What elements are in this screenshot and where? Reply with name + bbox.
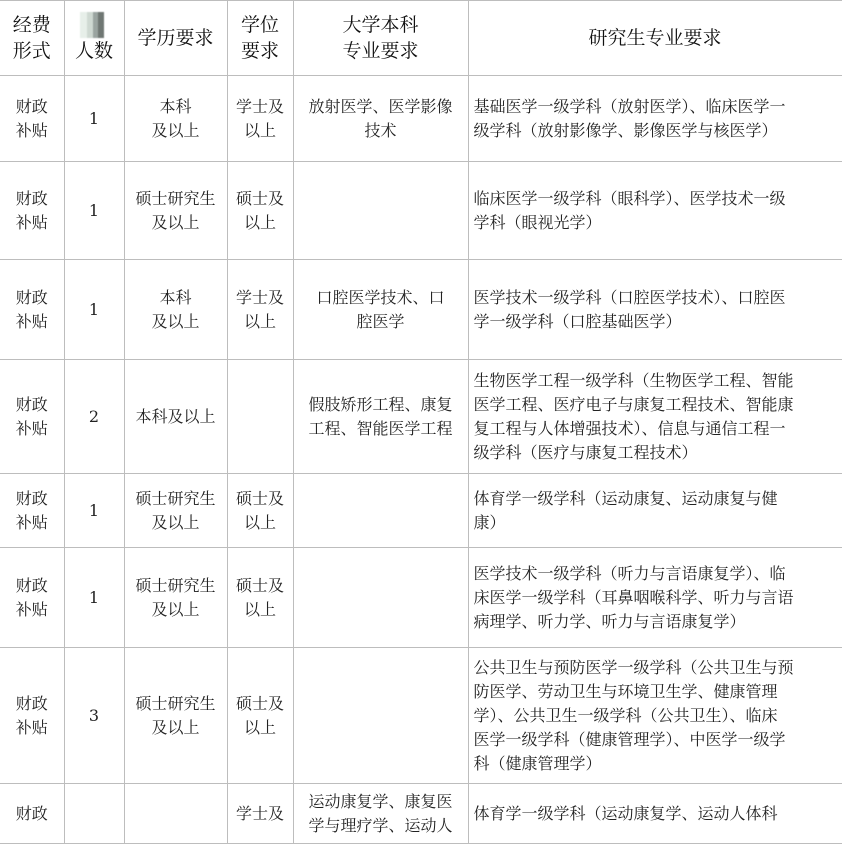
cell-count: 1 (64, 162, 124, 260)
header-funding: 经费 形式 (0, 1, 64, 76)
cell-funding: 财政 补贴 (0, 360, 64, 474)
cell-grad-major: 医学技术一级学科（口腔医学技术）、口腔医 学一级学科（口腔基础医学） (468, 260, 842, 360)
cell-undergrad-major (293, 548, 468, 648)
header-count: 人数 (64, 1, 124, 76)
header-undergrad-major: 大学本科 专业要求 (293, 1, 468, 76)
cell-grad-major: 基础医学一级学科（放射医学）、临床医学一 级学科（放射影像学、影像医学与核医学） (468, 76, 842, 162)
cell-degree: 学士及 以上 (227, 76, 293, 162)
cell-degree: 硕士及 以上 (227, 474, 293, 548)
table-row (0, 260, 842, 360)
cell-grad-major: 生物医学工程一级学科（生物医学工程、智能 医学工程、医疗电子与康复工程技术、智能康 复工程与人体增强技术）、信息与通信工程一 级学科（医疗与康复工程技术） (468, 360, 842, 474)
cell-degree (227, 360, 293, 474)
header-grad-major: 研究生专业要求 (468, 1, 842, 76)
cell-education: 本科 及以上 (124, 260, 227, 360)
table-row (0, 162, 842, 260)
cell-funding: 财政 补贴 (0, 648, 64, 784)
cell-count: 1 (64, 548, 124, 648)
cell-grad-major: 公共卫生与预防医学一级学科（公共卫生与预 防医学、劳动卫生与环境卫生学、健康管理 学）、公共卫生一级学科（公共卫生）、临床 医学一级学科（健康管理学）、中医学一级学 科（健康管理学） (468, 648, 842, 784)
cell-education: 本科及以上 (124, 360, 227, 474)
header-degree: 学位 要求 (227, 1, 293, 76)
header-row (0, 1, 842, 76)
cell-degree: 硕士及 以上 (227, 162, 293, 260)
cell-grad-major: 体育学一级学科（运动康复学、运动人体科 (468, 784, 842, 844)
table-row (0, 360, 842, 474)
cell-education (124, 784, 227, 844)
cell-education: 硕士研究生 及以上 (124, 474, 227, 548)
cell-degree: 学士及 (227, 784, 293, 844)
header-thumbnail (70, 12, 119, 38)
table-row (0, 76, 842, 162)
cell-grad-major: 体育学一级学科（运动康复、运动康复与健 康） (468, 474, 842, 548)
cell-funding: 财政 补贴 (0, 474, 64, 548)
cell-count: 3 (64, 648, 124, 784)
table-row (0, 548, 842, 648)
cell-count: 2 (64, 360, 124, 474)
cell-degree: 硕士及 以上 (227, 648, 293, 784)
cell-undergrad-major: 假肢矫形工程、康复 工程、智能医学工程 (293, 360, 468, 474)
cell-grad-major: 医学技术一级学科（听力与言语康复学）、临 床医学一级学科（耳鼻咽喉科学、听力与言语 病理学、听力学、听力与言语康复学） (468, 548, 842, 648)
cell-funding: 财政 补贴 (0, 260, 64, 360)
cell-funding: 财政 补贴 (0, 76, 64, 162)
cell-undergrad-major: 运动康复学、康复医 学与理疗学、运动人 (293, 784, 468, 844)
cell-grad-major: 临床医学一级学科（眼科学）、医学技术一级 学科（眼视光学） (468, 162, 842, 260)
cell-funding: 财政 (0, 784, 64, 844)
cell-education: 硕士研究生 及以上 (124, 162, 227, 260)
cell-funding: 财政 补贴 (0, 162, 64, 260)
cell-degree: 硕士及 以上 (227, 548, 293, 648)
cell-undergrad-major (293, 162, 468, 260)
table-row (0, 474, 842, 548)
cell-undergrad-major (293, 648, 468, 784)
cell-education: 硕士研究生 及以上 (124, 548, 227, 648)
cell-undergrad-major (293, 474, 468, 548)
cell-education: 本科 及以上 (124, 76, 227, 162)
cell-count: 1 (64, 474, 124, 548)
table-row (0, 784, 842, 844)
cell-education: 硕士研究生 及以上 (124, 648, 227, 784)
cell-count: 1 (64, 76, 124, 162)
cell-undergrad-major: 口腔医学技术、口 腔医学 (293, 260, 468, 360)
header-education: 学历要求 (124, 1, 227, 76)
cell-funding: 财政 补贴 (0, 548, 64, 648)
table-row (0, 648, 842, 784)
cell-count (64, 784, 124, 844)
cell-undergrad-major: 放射医学、医学影像 技术 (293, 76, 468, 162)
cell-count: 1 (64, 260, 124, 360)
cell-degree: 学士及 以上 (227, 260, 293, 360)
